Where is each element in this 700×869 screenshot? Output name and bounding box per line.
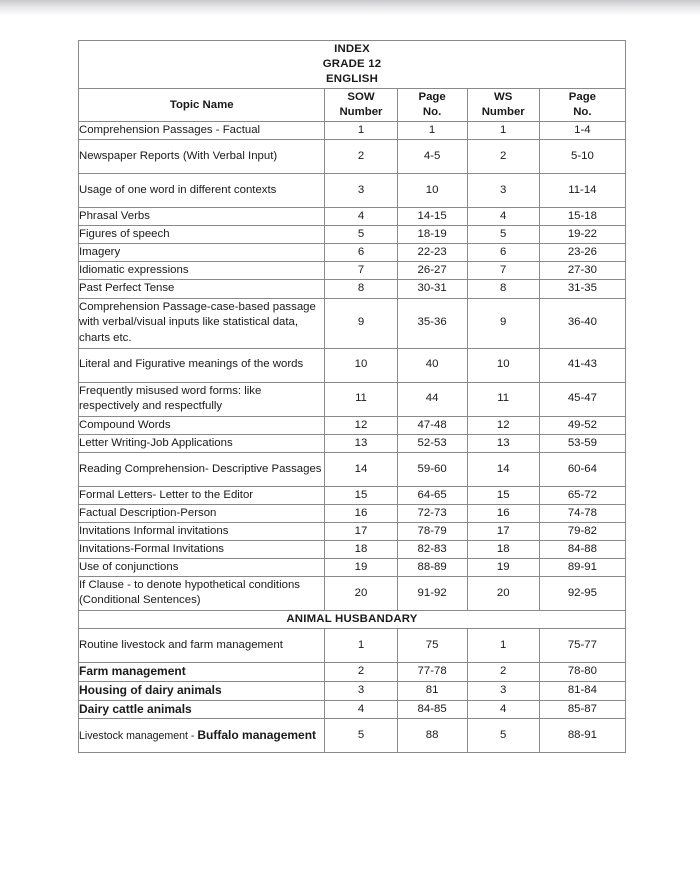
cell-sow-page: 59-60 [397,452,467,486]
cell-sow-page: 18-19 [397,226,467,244]
ws-number-line-1: WS [494,91,513,104]
cell-sow-page: 81 [397,681,467,700]
ws-page-line-1: Page [568,91,596,104]
cell-ws-page: 23-26 [539,244,625,262]
cell-topic-name: Factual Description-Person [79,504,325,522]
index-table [78,40,626,753]
cell-sow-number: 3 [325,174,397,208]
cell-ws-number: 19 [467,558,539,576]
section-banner-row [79,610,626,628]
cell-sow-number: 16 [325,504,397,522]
cell-sow-number: 10 [325,348,397,382]
table-row [79,662,626,681]
column-header-row [79,89,626,122]
index-table-body [79,41,626,753]
section-banner-label: ANIMAL HUSBANDARY [79,610,626,628]
cell-topic-name: Invitations-Formal Invitations [79,540,325,558]
table-row [79,576,626,610]
cell-ws-page: 41-43 [539,348,625,382]
cell-topic-name: Formal Letters- Letter to the Editor [79,486,325,504]
cell-ws-number: 12 [467,416,539,434]
column-header-ws-page [539,89,625,122]
cell-ws-page: 19-22 [539,226,625,244]
cell-sow-page: 40 [397,348,467,382]
ws-number-line-2: Number [481,106,525,119]
cell-topic-name: If Clause - to denote hypothetical conditions (Conditional Sentences) [79,576,325,610]
table-row [79,280,626,298]
cell-ws-page: 53-59 [539,434,625,452]
cell-ws-page: 11-14 [539,174,625,208]
cell-ws-number: 2 [467,662,539,681]
cell-ws-number: 3 [467,681,539,700]
cell-sow-number: 6 [325,244,397,262]
page-top-gradient [0,0,700,16]
sow-number-line-2: Number [339,106,383,119]
cell-ws-number: 4 [467,700,539,719]
cell-topic-name: Usage of one word in different contexts [79,174,325,208]
cell-ws-number: 4 [467,208,539,226]
cell-sow-page: 10 [397,174,467,208]
cell-ws-page: 85-87 [539,700,625,719]
cell-topic-name: Literal and Figurative meanings of the words [79,348,325,382]
topic-lead-text: Livestock management - [79,729,198,742]
cell-topic-name: Use of conjunctions [79,558,325,576]
table-row [79,226,626,244]
ws-page-line-2: No. [573,106,592,119]
table-row [79,700,626,719]
cell-ws-page: 92-95 [539,576,625,610]
table-row [79,416,626,434]
table-row [79,298,626,348]
cell-sow-page: 78-79 [397,522,467,540]
cell-ws-number: 18 [467,540,539,558]
cell-ws-page: 84-88 [539,540,625,558]
cell-ws-page: 60-64 [539,452,625,486]
cell-sow-number: 4 [325,700,397,719]
cell-sow-page: 82-83 [397,540,467,558]
cell-sow-number: 2 [325,662,397,681]
cell-ws-number: 20 [467,576,539,610]
cell-sow-page: 1 [397,122,467,140]
cell-topic-name: Letter Writing-Job Applications [79,434,325,452]
cell-ws-page: 1-4 [539,122,625,140]
cell-ws-number: 11 [467,382,539,416]
cell-topic-name: Compound Words [79,416,325,434]
cell-sow-number: 17 [325,522,397,540]
cell-sow-page: 30-31 [397,280,467,298]
cell-sow-number: 13 [325,434,397,452]
cell-topic-name: Farm management [79,662,325,681]
cell-sow-page: 75 [397,628,467,662]
cell-sow-page: 88-89 [397,558,467,576]
document-title [79,41,626,89]
cell-sow-page: 26-27 [397,262,467,280]
cell-topic-name: Past Perfect Tense [79,280,325,298]
cell-topic-name: Figures of speech [79,226,325,244]
cell-topic-name: Imagery [79,244,325,262]
cell-ws-page: 45-47 [539,382,625,416]
cell-ws-page: 27-30 [539,262,625,280]
cell-sow-page: 84-85 [397,700,467,719]
cell-ws-number: 15 [467,486,539,504]
column-header-sow-number [325,89,397,122]
cell-ws-page: 75-77 [539,628,625,662]
cell-sow-number: 8 [325,280,397,298]
title-line-grade: GRADE 12 [322,58,382,71]
cell-topic-name: Comprehension Passage-case-based passage with verbal/visual inputs like statistical data, charts etc. [79,298,325,348]
cell-topic-name: Invitations Informal invitations [79,522,325,540]
cell-ws-page: 31-35 [539,280,625,298]
cell-ws-number: 8 [467,280,539,298]
cell-ws-number: 5 [467,719,539,753]
cell-ws-number: 7 [467,262,539,280]
cell-sow-page: 77-78 [397,662,467,681]
cell-ws-page: 78-80 [539,662,625,681]
cell-sow-number: 3 [325,681,397,700]
table-row [79,122,626,140]
cell-ws-number: 10 [467,348,539,382]
cell-topic-name: Routine livestock and farm management [79,628,325,662]
table-row [79,628,626,662]
cell-sow-number: 5 [325,226,397,244]
column-header-ws-number [467,89,539,122]
cell-sow-page: 91-92 [397,576,467,610]
cell-ws-number: 13 [467,434,539,452]
cell-sow-page: 44 [397,382,467,416]
cell-topic-name: Phrasal Verbs [79,208,325,226]
cell-ws-number: 9 [467,298,539,348]
cell-ws-number: 1 [467,628,539,662]
cell-sow-number: 5 [325,719,397,753]
cell-ws-page: 65-72 [539,486,625,504]
cell-sow-page: 47-48 [397,416,467,434]
cell-ws-page: 81-84 [539,681,625,700]
cell-ws-number: 3 [467,174,539,208]
cell-sow-number: 19 [325,558,397,576]
cell-topic-name: Newspaper Reports (With Verbal Input) [79,140,325,174]
index-document [78,40,626,753]
cell-sow-number: 12 [325,416,397,434]
table-row [79,434,626,452]
column-header-sow-page [397,89,467,122]
cell-sow-number: 9 [325,298,397,348]
cell-topic-name: Frequently misused word forms: like respectively and respectfully [79,382,325,416]
cell-ws-page: 36-40 [539,298,625,348]
column-header-topic: Topic Name [79,89,325,122]
table-row [79,262,626,280]
table-row [79,522,626,540]
cell-sow-number: 15 [325,486,397,504]
table-row [79,452,626,486]
cell-ws-page: 79-82 [539,522,625,540]
cell-topic-name: Housing of dairy animals [79,681,325,700]
table-row [79,382,626,416]
sow-number-line-1: SOW [347,91,375,104]
cell-ws-number: 2 [467,140,539,174]
cell-sow-page: 72-73 [397,504,467,522]
sow-page-line-2: No. [422,106,442,119]
cell-sow-number: 1 [325,122,397,140]
cell-sow-page: 35-36 [397,298,467,348]
cell-ws-page: 49-52 [539,416,625,434]
table-row [79,244,626,262]
cell-sow-page: 14-15 [397,208,467,226]
table-row [79,504,626,522]
title-line-index: INDEX [334,43,370,55]
table-row [79,174,626,208]
cell-topic-name: Reading Comprehension- Descriptive Passages [79,452,325,486]
cell-sow-page: 64-65 [397,486,467,504]
cell-sow-page: 88 [397,719,467,753]
cell-topic-name: Comprehension Passages - Factual [79,122,325,140]
cell-ws-page: 74-78 [539,504,625,522]
cell-topic-name: Idiomatic expressions [79,262,325,280]
table-row [79,208,626,226]
table-row [79,486,626,504]
table-row [79,140,626,174]
table-row [79,540,626,558]
cell-sow-number: 18 [325,540,397,558]
cell-sow-page: 4-5 [397,140,467,174]
table-row [79,719,626,753]
document-title-row [79,41,626,89]
sow-page-line-1: Page [418,91,446,104]
cell-ws-page: 89-91 [539,558,625,576]
table-row [79,558,626,576]
cell-sow-number: 20 [325,576,397,610]
cell-ws-page: 15-18 [539,208,625,226]
topic-strong-text: Buffalo management [197,727,317,742]
cell-ws-number: 17 [467,522,539,540]
cell-ws-number: 6 [467,244,539,262]
cell-sow-number: 14 [325,452,397,486]
cell-topic-name: Dairy cattle animals [79,700,325,719]
cell-sow-number: 2 [325,140,397,174]
cell-sow-number: 7 [325,262,397,280]
table-row [79,681,626,700]
cell-ws-number: 14 [467,452,539,486]
table-row [79,348,626,382]
cell-topic-name [79,719,325,753]
cell-sow-number: 11 [325,382,397,416]
cell-sow-number: 1 [325,628,397,662]
cell-sow-page: 52-53 [397,434,467,452]
cell-ws-page: 5-10 [539,140,625,174]
cell-ws-number: 1 [467,122,539,140]
cell-sow-page: 22-23 [397,244,467,262]
title-line-subject: ENGLISH [325,73,379,86]
cell-ws-number: 5 [467,226,539,244]
cell-ws-number: 16 [467,504,539,522]
cell-sow-number: 4 [325,208,397,226]
cell-ws-page: 88-91 [539,719,625,753]
